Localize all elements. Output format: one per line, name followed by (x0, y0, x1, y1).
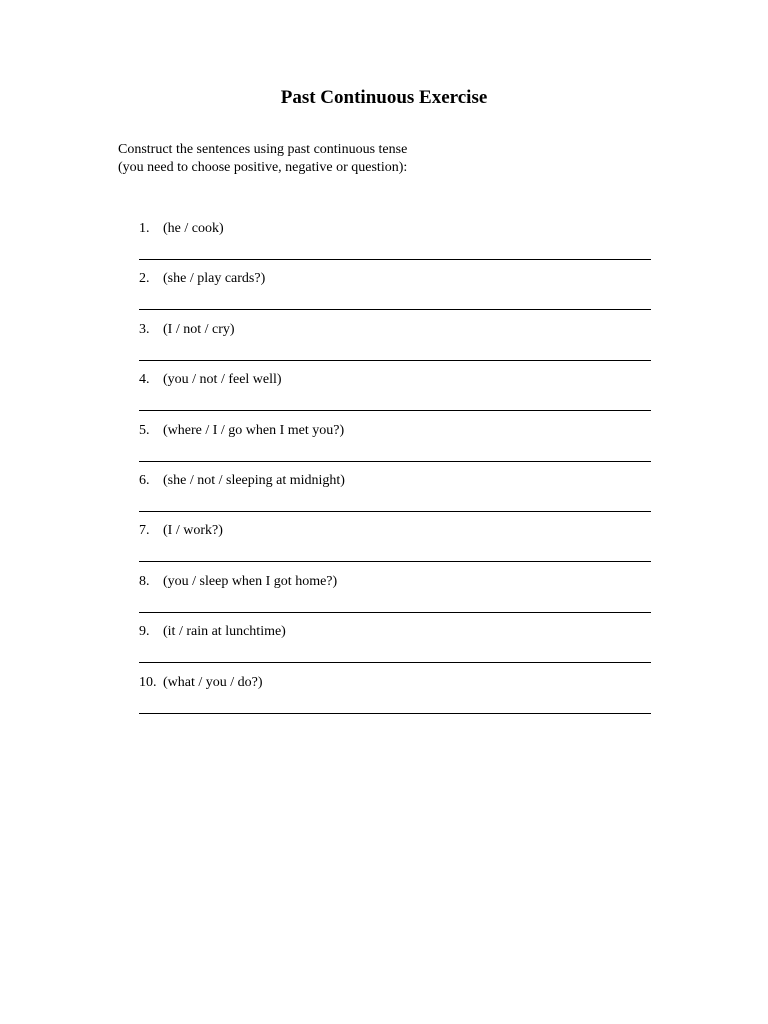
question-item (139, 672, 651, 722)
answer-line[interactable] (139, 259, 651, 260)
question-prompt: (where / I / go when I met you?) (163, 422, 345, 438)
question-item (139, 621, 651, 671)
question-prompt: (he / cook) (163, 221, 224, 236)
question-item (139, 369, 651, 419)
answer-line[interactable] (139, 410, 651, 411)
question-number: 9. (139, 624, 150, 640)
question-number: 2. (139, 271, 150, 287)
question-prompt: (you / sleep when I got home?) (163, 573, 338, 589)
answer-line[interactable] (139, 561, 651, 562)
question-number: 1. (139, 221, 150, 236)
question-number: 10. (139, 674, 157, 690)
question-number: 6. (139, 472, 150, 488)
question-number: 7. (139, 523, 150, 539)
question-prompt: (I / work?) (163, 523, 223, 539)
question-prompt: (she / play cards?) (163, 271, 266, 287)
question-item (139, 520, 651, 570)
question-number: 4. (139, 372, 150, 388)
answer-line[interactable] (139, 511, 651, 512)
answer-line[interactable] (139, 461, 651, 462)
question-prompt: (you / not / feel well) (163, 372, 282, 388)
question-prompt: (it / rain at lunchtime) (163, 624, 286, 640)
answer-line[interactable] (139, 309, 651, 310)
question-item (139, 571, 651, 621)
question-number: 5. (139, 422, 150, 438)
question-item (139, 218, 651, 268)
question-prompt: (what / you / do?) (163, 674, 263, 690)
answer-line[interactable] (139, 612, 651, 613)
question-number: 3. (139, 321, 150, 337)
question-item (139, 319, 651, 369)
instruction-line: (you need to choose positive, negative or question): (118, 160, 408, 175)
question-item (139, 420, 651, 470)
question-item (139, 268, 651, 318)
instruction-line: Construct the sentences using past continuous tense (118, 142, 408, 157)
answer-line[interactable] (139, 360, 651, 361)
question-item (139, 470, 651, 520)
page-title: Past Continuous Exercise (280, 87, 488, 108)
instructions (118, 141, 407, 177)
answer-line[interactable] (139, 713, 651, 714)
question-list (139, 218, 651, 722)
answer-line[interactable] (139, 662, 651, 663)
question-number: 8. (139, 573, 150, 589)
question-prompt: (she / not / sleeping at midnight) (163, 472, 345, 488)
question-prompt: (I / not / cry) (163, 321, 235, 337)
